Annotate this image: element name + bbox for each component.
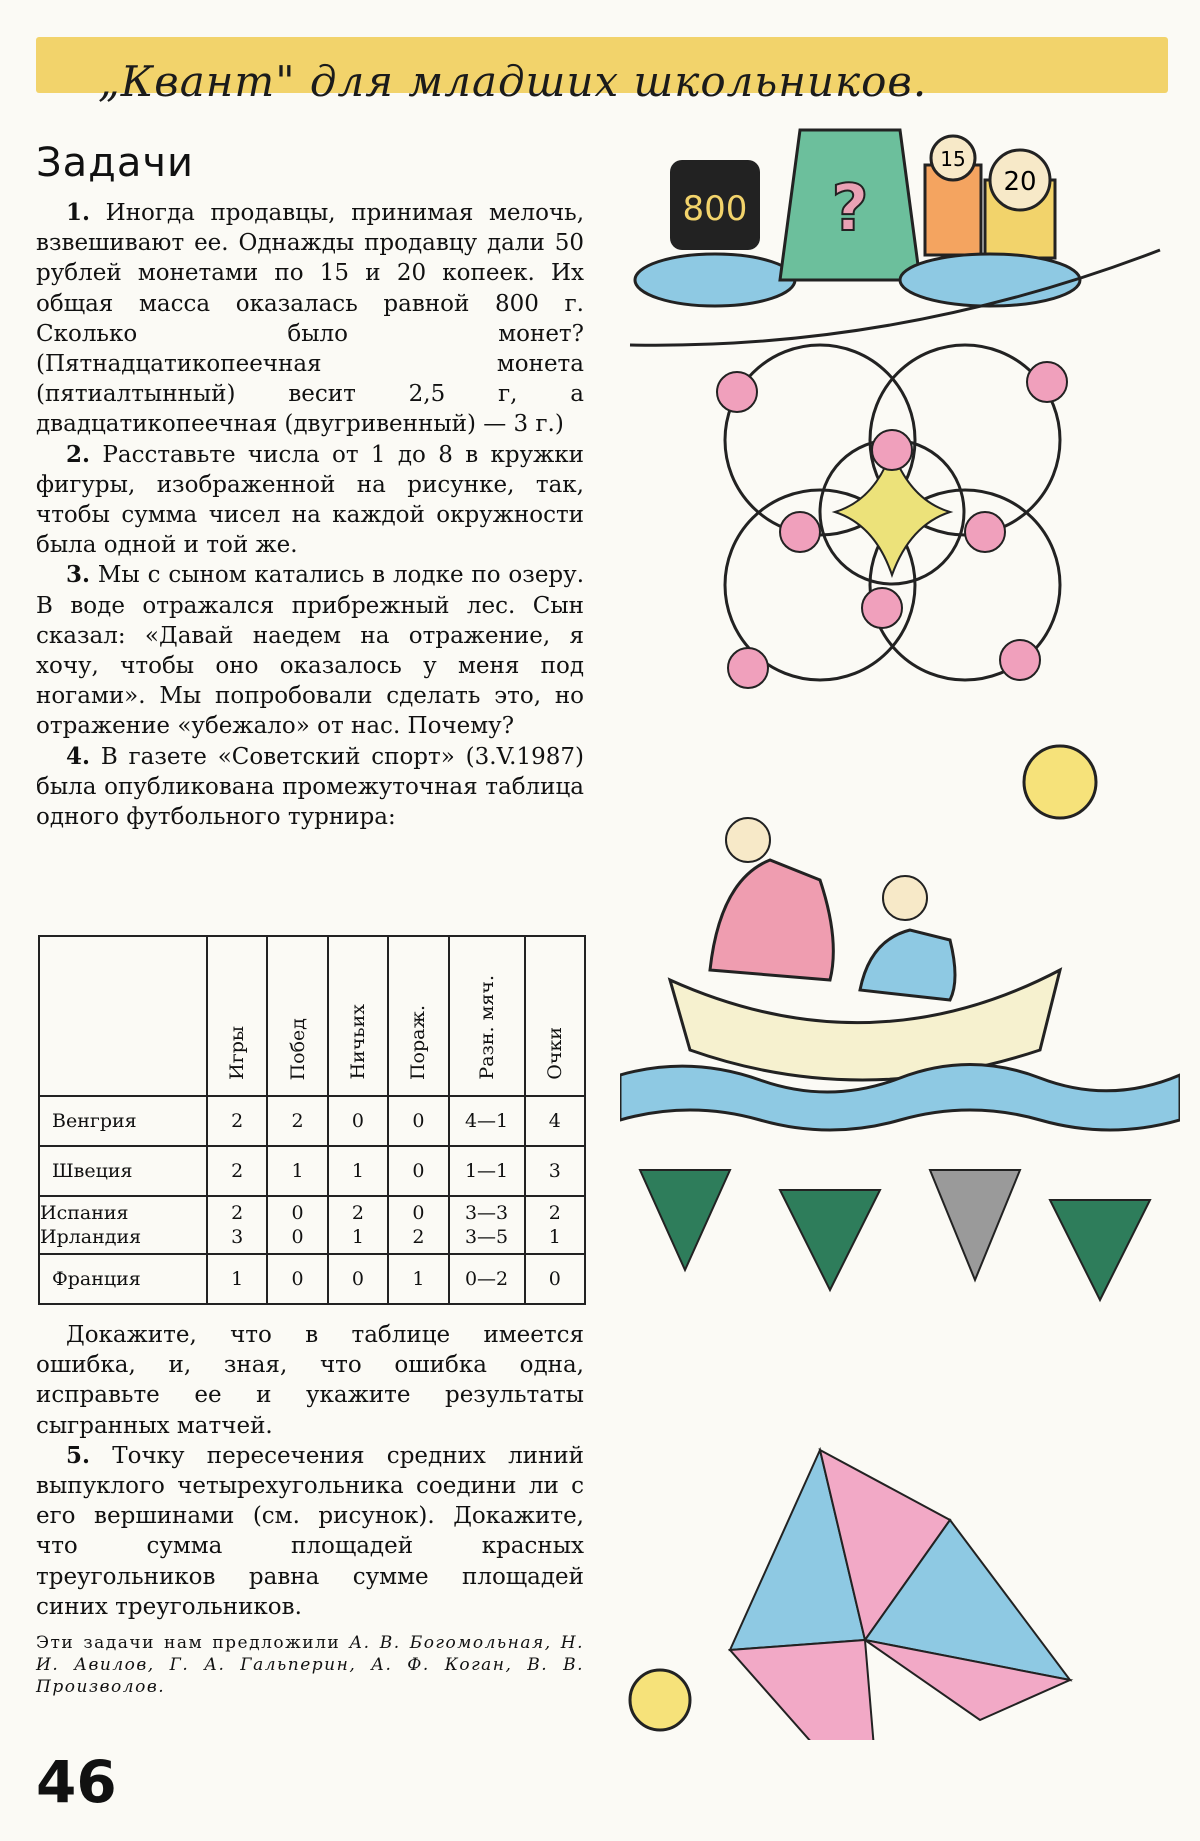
puzzle-node [780,512,820,552]
problem-3: 3. Мы с сыном катались в лодке по озеру. В воде отражался прибрежный лес. Сын сказал: «Давай наедем на отражение, я хочу, чтобы оно оказалось у меня под ногами». Мы попробовали сделать это, но отражение «убежало» от нас. Почему? [36,561,584,740]
problems-column [36,140,584,832]
column-header: Разн. мяч. [449,936,525,1096]
table-cell: 0 [388,1146,448,1196]
team-name: Испания Ирландия [39,1196,207,1254]
table-header-row [39,936,585,1096]
table-cell: 1 [328,1146,388,1196]
after-table-text: Докажите, что в таблице имеется ошибка, и, зная, что ошибка одна, исправьте ее и укажите результаты сыгранных матчей. [36,1322,584,1439]
table-cell: 1 [207,1254,267,1304]
puzzle-node [1000,640,1040,680]
table-cell: 3 [525,1146,585,1196]
table-cell: 3—3 3—5 [449,1196,525,1254]
column-header: Игры [207,936,267,1096]
table-row [39,1146,585,1196]
table-cell: 0 2 [388,1196,448,1254]
table-cell: 1—1 [449,1146,525,1196]
table-cell: 2 3 [207,1196,267,1254]
sun-icon [1024,746,1096,818]
reflection-trees [640,1170,1150,1300]
team-name: Швеция [39,1146,207,1196]
puzzle-node [1027,362,1067,402]
table-cell: 0 [525,1254,585,1304]
table-cell: 1 [388,1254,448,1304]
table-cell: 2 [207,1146,267,1196]
table-cell: 0 [328,1254,388,1304]
father-figure [710,860,833,980]
circles-puzzle [717,345,1067,688]
scales-illustration [630,130,1160,345]
table-cell: 0 0 [267,1196,327,1254]
table-cell: 0 [388,1096,448,1146]
column-header: Ничьих [328,936,388,1096]
illustration-column [620,120,1180,1740]
table-cell: 2 1 [525,1196,585,1254]
weight-label: 800 [682,189,748,229]
puzzle-node [728,648,768,688]
section-header-title: „Квант" для младших школьников. [98,57,928,106]
table-cell: 2 [207,1096,267,1146]
table-cell: 2 [267,1096,327,1146]
table-corner [39,936,207,1096]
problem-1: 1. Иногда продавцы, принимая мелочь, взвешивают ее. Однажды продавцу дали 50 рублей монетами по 15 и 20 копеек. Их общая масса оказалась равной 800 г. Сколько было монет? (Пятнадцатикопеечная монета (пятиалтынный) весит 2,5 г, а двадцатикопеечная (двугривенный) — 3 г.) [36,199,585,438]
team-name: Венгрия [39,1096,207,1146]
coin-15-label: 15 [940,147,966,171]
football-icon [630,1670,690,1730]
table-cell: 0 [328,1096,388,1146]
puzzle-node [717,372,757,412]
team-name: Франция [39,1254,207,1304]
header-banner [36,37,1168,106]
scale-question: ? [831,172,869,246]
puzzle-node [862,588,902,628]
table-cell: 1 [267,1146,327,1196]
table-row [39,1196,585,1254]
table-cell: 4—1 [449,1096,525,1146]
table-row [39,1096,585,1146]
table-cell: 0 [267,1254,327,1304]
son-figure [860,930,955,1000]
puzzle-node [965,512,1005,552]
coin-20-label: 20 [1003,167,1037,197]
quadrilateral-figure [630,1450,1100,1740]
column-header: Пораж. [388,936,448,1096]
football-table [38,935,586,1305]
problem-5: 5. Точку пересечения средних линий выпуклого четырехугольника соедини ли с его вершинами (см. рисунок). Докажите, что сумма площадей красных треугольников равна сумме площадей синих треугольников. [36,1441,584,1620]
boat-illustration [620,746,1180,1130]
table-cell: 0—2 [449,1254,525,1304]
page-title: Задачи [36,140,194,186]
problems-column-lower [36,1320,584,1698]
table-row [39,1254,585,1304]
table-cell: 4 [525,1096,585,1146]
column-header: Побед [267,936,327,1096]
page-number: 46 [36,1748,117,1816]
problem-2: 2. Расставьте числа от 1 до 8 в кружки фигуры, изображенной на рисунке, так, чтобы сумма чисел на каждой окружности была одной и той же. [36,440,585,559]
column-header: Очки [525,936,585,1096]
table-cell: 2 1 [328,1196,388,1254]
puzzle-node [872,430,912,470]
credits: Эти задачи нам предложили А. В. Богомольная, Н. И. Авилов, Г. А. Гальперин, А. Ф. Коган, В. В. Произволов. [36,1633,584,1698]
problem-4: 4. В газете «Советский спорт» (3.V.1987) была опубликована промежуточная таблица одного футбольного турнира: [36,742,584,831]
